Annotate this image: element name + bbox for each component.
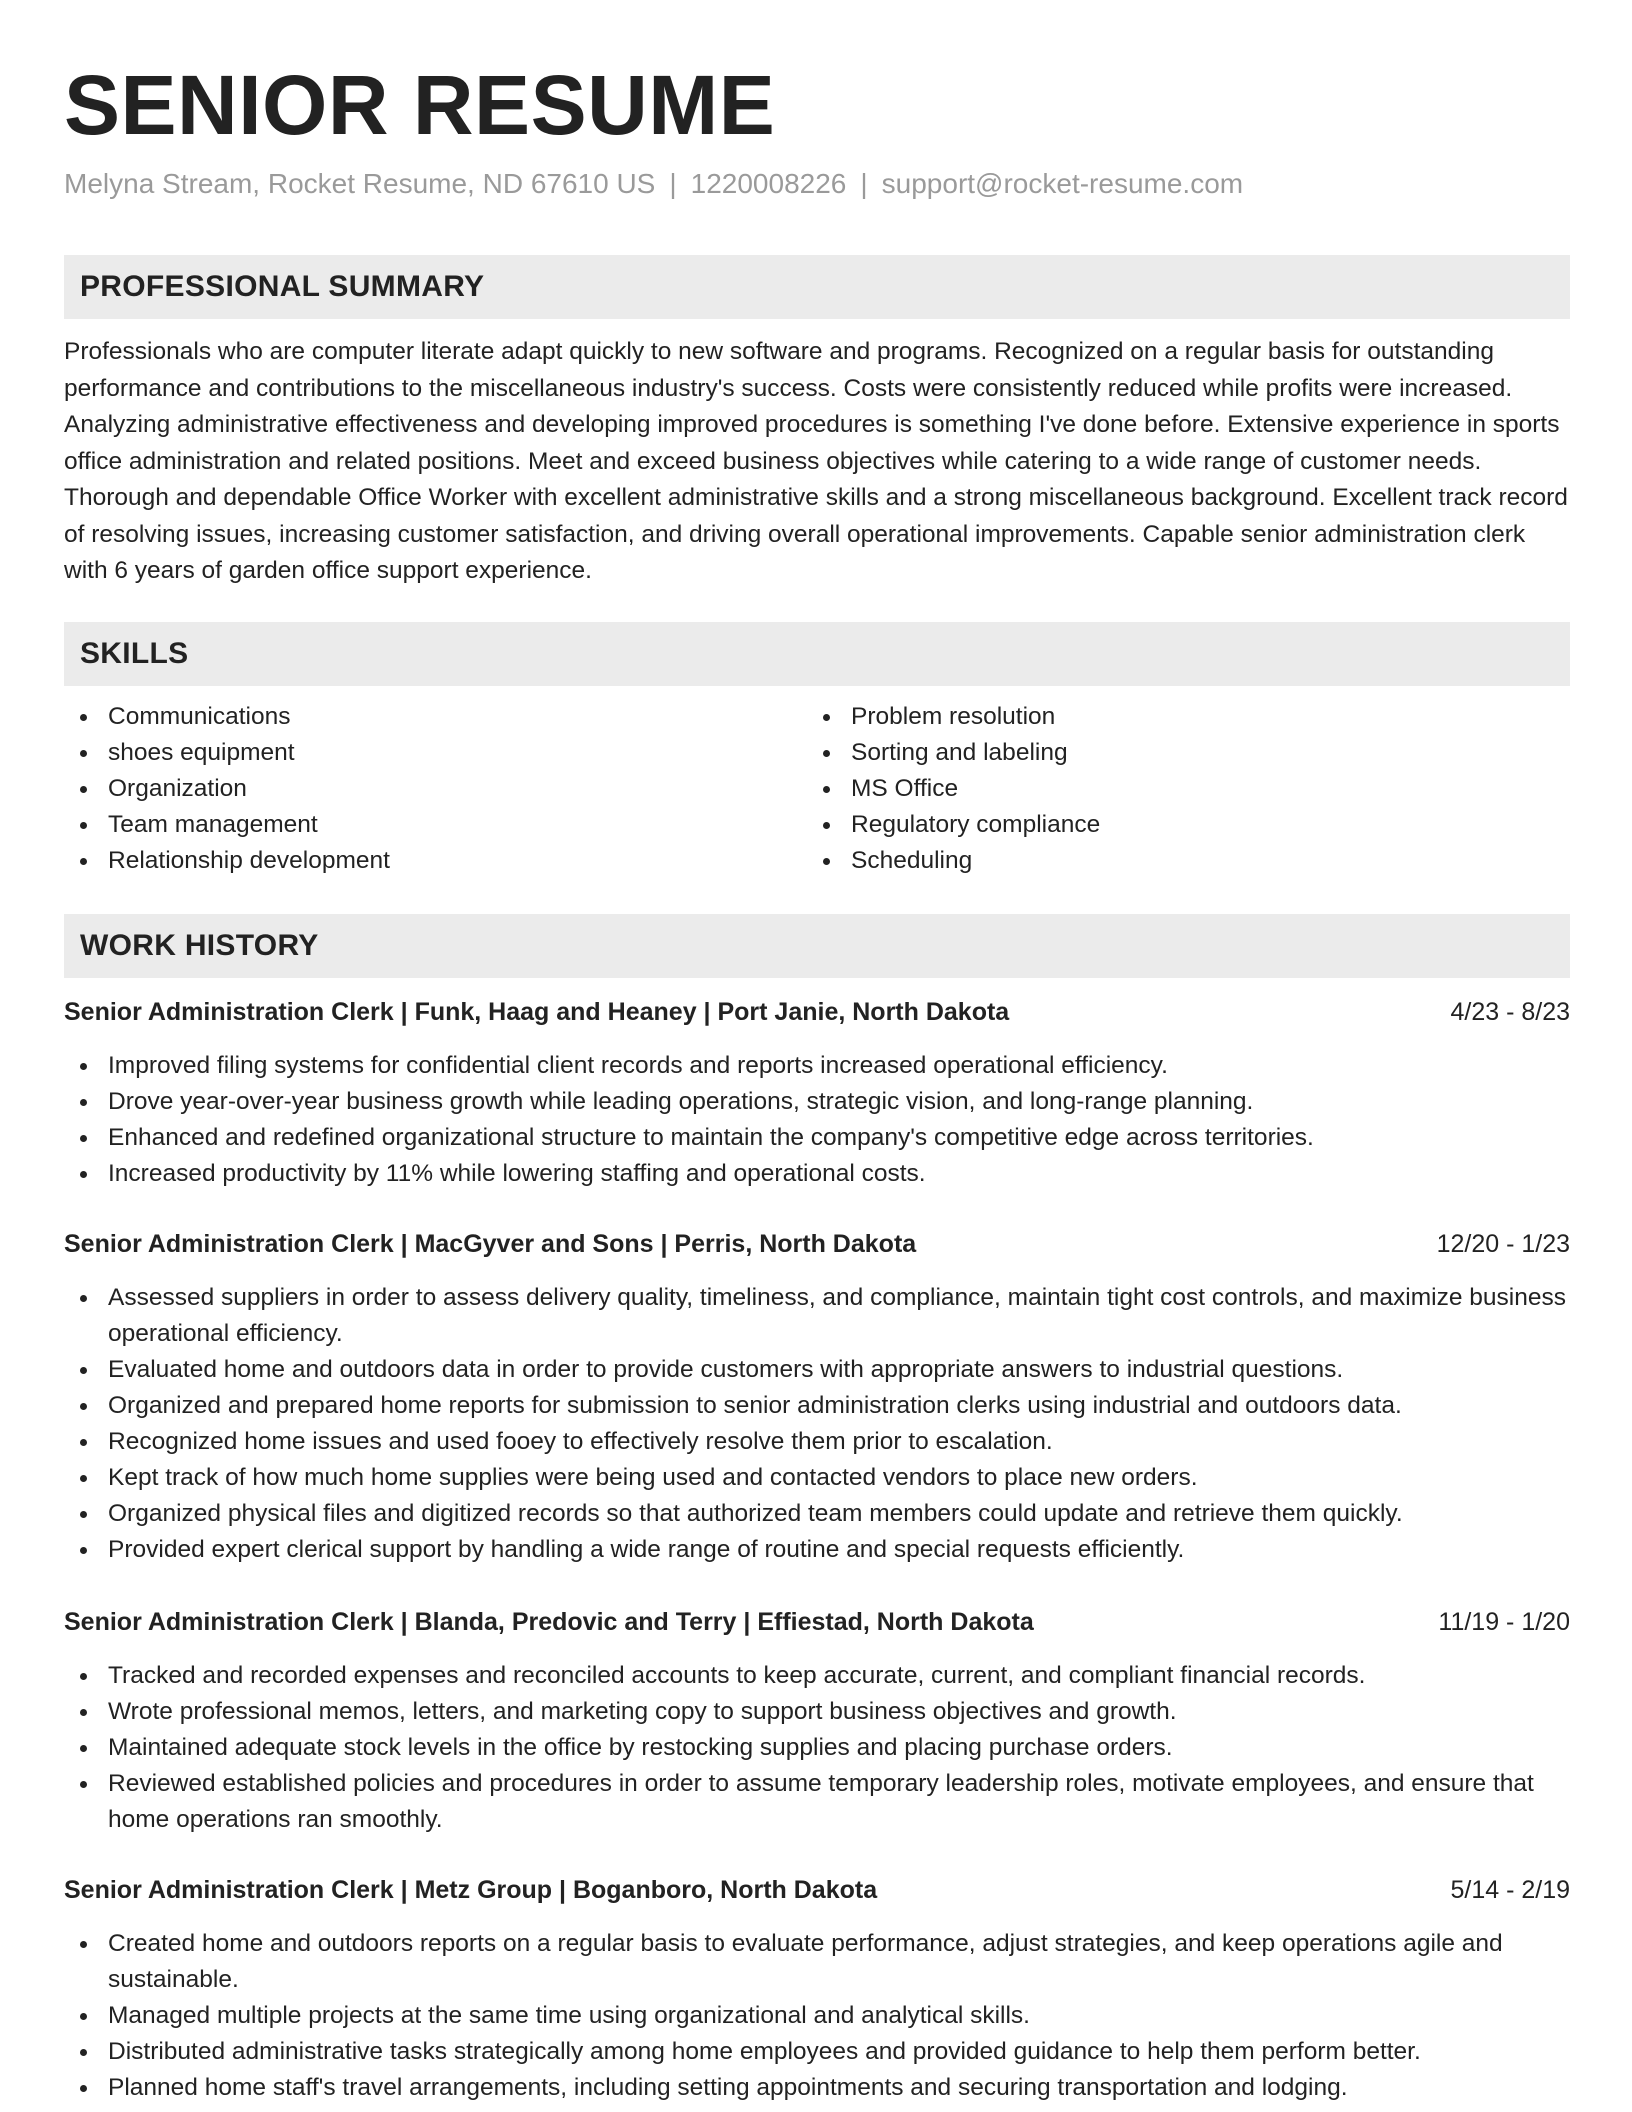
job-bullets (64, 1048, 1570, 1192)
job-header (64, 1604, 1570, 1640)
work-section-header (64, 914, 1570, 978)
job-bullet: Recognized home issues and used fooey to effectively resolve them prior to escalation. (64, 1424, 1570, 1460)
job-bullet: Created home and outdoors reports on a regular basis to evaluate performance, adjust strategies, and keep operations agile and sustainable. (64, 1926, 1570, 1998)
job-bullet: Maintained adequate stock levels in the office by restocking supplies and placing purchase orders. (64, 1730, 1570, 1766)
job-title: Senior Administration Clerk | Metz Group | Boganboro, North Dakota (64, 1876, 878, 1904)
job-bullet: Provided expert clerical support by handling a wide range of routine and special requests efficiently. (64, 1532, 1570, 1568)
job-bullet: Organized physical files and digitized records so that authorized team members could update and retrieve them quickly. (64, 1496, 1570, 1532)
skills-heading: SKILLS (80, 637, 189, 670)
contact-address: Melyna Stream, Rocket Resume, ND 67610 US (64, 168, 656, 199)
job-bullet: Wrote professional memos, letters, and marketing copy to support business objectives and growth. (64, 1694, 1570, 1730)
contact-email: support@rocket-resume.com (881, 168, 1244, 199)
job-bullet: Distributed administrative tasks strategically among home employees and provided guidance to help them perform better. (64, 2034, 1570, 2070)
skill-item: Regulatory compliance (807, 807, 1567, 843)
job-bullet: Assessed suppliers in order to assess delivery quality, timeliness, and compliance, maintain tight cost controls, and maximize business operational efficiency. (64, 1280, 1570, 1352)
job-bullet: Managed multiple projects at the same time using organizational and analytical skills. (64, 1998, 1570, 2034)
skill-item: shoes equipment (64, 735, 804, 771)
job-bullets (64, 1658, 1570, 1838)
skill-item: Communications (64, 699, 804, 735)
skills-section-header (64, 622, 1570, 686)
summary-heading: PROFESSIONAL SUMMARY (80, 270, 485, 303)
work-heading: WORK HISTORY (80, 929, 319, 962)
skill-item: MS Office (807, 771, 1567, 807)
job-bullet: Organized and prepared home reports for submission to senior administration clerks using industrial and outdoors data. (64, 1388, 1570, 1424)
contact-separator: | (860, 168, 868, 199)
contact-separator: | (669, 168, 677, 199)
job-bullet: Improved filing systems for confidential client records and reports increased operational efficiency. (64, 1048, 1570, 1084)
skills-list-left (64, 699, 804, 879)
job-header (64, 1872, 1570, 1908)
job-title: Senior Administration Clerk | Funk, Haag and Heaney | Port Janie, North Dakota (64, 998, 1010, 1026)
job-dates: 12/20 - 1/23 (1436, 1230, 1570, 1258)
job-bullet: Reviewed established policies and procedures in order to assume temporary leadership roles, motivate employees, and ensure that home operations ran smoothly. (64, 1766, 1570, 1838)
job-bullet: Increased productivity by 11% while lowering staffing and operational costs. (64, 1156, 1570, 1192)
contact-phone: 1220008226 (690, 168, 847, 199)
skills-list-right (807, 699, 1567, 879)
resume-title: SENIOR RESUME (64, 58, 776, 152)
job-dates: 4/23 - 8/23 (1450, 998, 1570, 1026)
job-bullet: Evaluated home and outdoors data in order to provide customers with appropriate answers to industrial questions. (64, 1352, 1570, 1388)
job-dates: 5/14 - 2/19 (1450, 1876, 1570, 1904)
skill-item: Sorting and labeling (807, 735, 1567, 771)
job-bullet: Planned home staff's travel arrangements, including setting appointments and securing transportation and lodging. (64, 2070, 1570, 2106)
job-header (64, 1226, 1570, 1262)
job-bullet: Kept track of how much home supplies were being used and contacted vendors to place new orders. (64, 1460, 1570, 1496)
job-header (64, 994, 1570, 1030)
skill-item: Organization (64, 771, 804, 807)
contact-line (64, 166, 1243, 202)
skill-item: Relationship development (64, 843, 804, 879)
job-bullets (64, 1280, 1570, 1568)
skill-item: Problem resolution (807, 699, 1567, 735)
job-bullet: Drove year-over-year business growth while leading operations, strategic vision, and long-range planning. (64, 1084, 1570, 1120)
summary-text: Professionals who are computer literate adapt quickly to new software and programs. Recognized on a regular basis for outstanding performance and contributions to the miscellaneous industry's success. Costs were consistently reduced while profits were increased. Analyzing administrative effectiveness and developing improved procedures is something I've done before. Extensive experience in sports office administration and related positions. Meet and exceed business objectives while catering to a wide range of customer needs. Thorough and dependable Office Worker with excellent administrative skills and a strong miscellaneous background. Excellent track record of resolving issues, increasing customer satisfaction, and driving overall operational improvements. Capable senior administration clerk with 6 years of garden office support experience. (64, 338, 1568, 584)
job-bullet: Tracked and recorded expenses and reconciled accounts to keep accurate, current, and compliant financial records. (64, 1658, 1570, 1694)
job-title: Senior Administration Clerk | MacGyver and Sons | Perris, North Dakota (64, 1230, 917, 1258)
skill-item: Scheduling (807, 843, 1567, 879)
job-dates: 11/19 - 1/20 (1438, 1608, 1570, 1636)
job-bullets (64, 1926, 1570, 2106)
skill-item: Team management (64, 807, 804, 843)
summary-section-header (64, 255, 1570, 319)
job-title: Senior Administration Clerk | Blanda, Predovic and Terry | Effiestad, North Dakota (64, 1608, 1034, 1636)
job-bullet: Enhanced and redefined organizational structure to maintain the company's competitive edge across territories. (64, 1120, 1570, 1156)
